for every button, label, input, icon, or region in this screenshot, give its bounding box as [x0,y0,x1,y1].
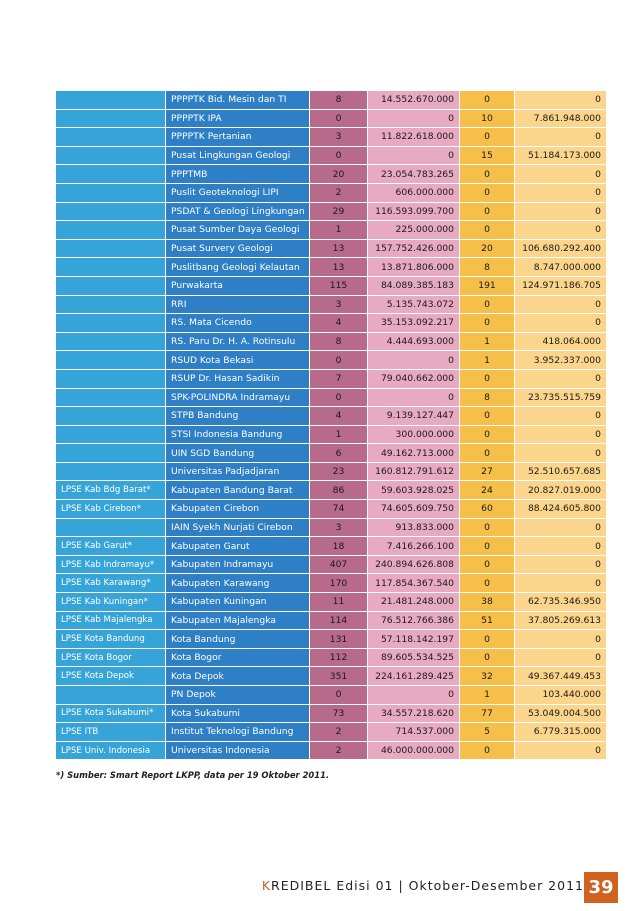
value-col1-cell: 2 [310,742,368,761]
agency-cell: Kota Sukabumi [166,705,310,724]
value-col3-cell: 38 [460,593,515,612]
lpse-cell: LPSE Kab Bdg Barat* [56,481,166,500]
agency-cell: Kabupaten Bandung Barat [166,481,310,500]
value-col2-cell: 11.822.618.000 [368,128,460,147]
table-row [56,407,607,426]
value-col2-cell: 224.161.289.425 [368,667,460,686]
lpse-cell [56,463,166,482]
footnote: *) Sumber: Smart Report LKPP, data per 19 Oktober 2011. [56,770,330,780]
value-col2-cell: 913.833.000 [368,519,460,538]
value-col4-cell: 0 [515,426,607,445]
value-col2-cell: 0 [368,147,460,166]
value-col4-cell: 62.735.346.950 [515,593,607,612]
agency-cell: Kabupaten Cirebon [166,500,310,519]
value-col3-cell: 0 [460,444,515,463]
agency-cell: Kabupaten Majalengka [166,612,310,631]
value-col1-cell: 29 [310,203,368,222]
value-col1-cell: 0 [310,686,368,705]
agency-cell: Pusat Survery Geologi [166,240,310,259]
value-col3-cell: 0 [460,574,515,593]
agency-cell: Kabupaten Garut [166,537,310,556]
agency-cell: IAIN Syekh Nurjati Cirebon [166,519,310,538]
value-col2-cell: 34.557.218.620 [368,705,460,724]
table-row [56,630,607,649]
lpse-cell [56,370,166,389]
agency-cell: Purwakarta [166,277,310,296]
value-col3-cell: 1 [460,351,515,370]
value-col4-cell: 37.805.269.613 [515,612,607,631]
value-col3-cell: 27 [460,463,515,482]
value-col2-cell: 225.000.000 [368,221,460,240]
table-row [56,296,607,315]
value-col1-cell: 351 [310,667,368,686]
value-col4-cell: 0 [515,630,607,649]
lpse-cell [56,128,166,147]
value-col2-cell: 0 [368,110,460,129]
table-row [56,277,607,296]
value-col3-cell: 24 [460,481,515,500]
value-col4-cell: 7.861.948.000 [515,110,607,129]
value-col3-cell: 5 [460,723,515,742]
agency-cell: STSI Indonesia Bandung [166,426,310,445]
value-col1-cell: 73 [310,705,368,724]
value-col3-cell: 0 [460,314,515,333]
value-col1-cell: 13 [310,240,368,259]
value-col2-cell: 4.444.693.000 [368,333,460,352]
agency-cell: RSUP Dr. Hasan Sadikin [166,370,310,389]
lpse-cell: LPSE ITB [56,723,166,742]
table-row [56,686,607,705]
table-row [56,463,607,482]
value-col1-cell: 3 [310,128,368,147]
lpse-cell: LPSE Univ. Indonesia [56,742,166,761]
value-col4-cell: 88.424.605.800 [515,500,607,519]
value-col2-cell: 89.605.534.525 [368,649,460,668]
value-col4-cell: 52.510.657.685 [515,463,607,482]
agency-cell: PPPTMB [166,165,310,184]
table-row [56,184,607,203]
table-row [56,537,607,556]
value-col3-cell: 0 [460,630,515,649]
table-row [56,481,607,500]
lpse-cell [56,314,166,333]
lpse-cell [56,407,166,426]
agency-cell: Kota Depok [166,667,310,686]
value-col1-cell: 0 [310,351,368,370]
table-body [56,91,607,760]
value-col1-cell: 4 [310,314,368,333]
page-number: 39 [584,872,618,903]
table-row [56,444,607,463]
table-row [56,351,607,370]
value-col1-cell: 6 [310,444,368,463]
value-col2-cell: 0 [368,351,460,370]
agency-cell: Kabupaten Karawang [166,574,310,593]
table-row [56,240,607,259]
value-col4-cell: 8.747.000.000 [515,258,607,277]
value-col3-cell: 0 [460,91,515,110]
value-col1-cell: 13 [310,258,368,277]
value-col2-cell: 74.605.609.750 [368,500,460,519]
value-col2-cell: 157.752.426.000 [368,240,460,259]
table-row [56,147,607,166]
agency-cell: PSDAT & Geologi Lingkungan [166,203,310,222]
value-col2-cell: 14.552.670.000 [368,91,460,110]
lpse-cell [56,444,166,463]
value-col4-cell: 0 [515,556,607,575]
value-col4-cell: 0 [515,370,607,389]
lpse-cell [56,333,166,352]
value-col2-cell: 46.000.000.000 [368,742,460,761]
value-col1-cell: 114 [310,612,368,631]
value-col4-cell: 0 [515,537,607,556]
value-col3-cell: 0 [460,537,515,556]
value-col1-cell: 2 [310,723,368,742]
agency-cell: RSUD Kota Bekasi [166,351,310,370]
value-col4-cell: 20.827.019.000 [515,481,607,500]
value-col3-cell: 0 [460,128,515,147]
value-col1-cell: 18 [310,537,368,556]
value-col1-cell: 3 [310,519,368,538]
value-col3-cell: 60 [460,500,515,519]
value-col3-cell: 0 [460,203,515,222]
value-col2-cell: 76.512.766.386 [368,612,460,631]
value-col4-cell: 103.440.000 [515,686,607,705]
value-col1-cell: 11 [310,593,368,612]
value-col4-cell: 0 [515,296,607,315]
value-col1-cell: 8 [310,333,368,352]
table-row [56,110,607,129]
agency-cell: SPK-POLINDRA Indramayu [166,389,310,408]
value-col1-cell: 8 [310,91,368,110]
value-col3-cell: 8 [460,389,515,408]
agency-cell: RRI [166,296,310,315]
value-col4-cell: 0 [515,91,607,110]
footer-text: REDIBEL Edisi 01 | Oktober-Desember 2011 [271,878,584,893]
agency-cell: Kota Bandung [166,630,310,649]
value-col4-cell: 3.952.337.000 [515,351,607,370]
lpse-cell [56,519,166,538]
lpse-cell [56,184,166,203]
value-col4-cell: 0 [515,221,607,240]
value-col3-cell: 0 [460,370,515,389]
value-col4-cell: 0 [515,444,607,463]
table-row [56,426,607,445]
value-col1-cell: 2 [310,184,368,203]
lpse-cell [56,110,166,129]
lpse-cell: LPSE Kab Indramayu* [56,556,166,575]
agency-cell: Pusat Sumber Daya Geologi [166,221,310,240]
value-col2-cell: 606.000.000 [368,184,460,203]
value-col4-cell: 53.049.004.500 [515,705,607,724]
value-col3-cell: 10 [460,110,515,129]
value-col3-cell: 0 [460,184,515,203]
value-col4-cell: 124.971.186.705 [515,277,607,296]
table-row [56,705,607,724]
agency-cell: RS. Paru Dr. H. A. Rotinsulu [166,333,310,352]
value-col4-cell: 0 [515,128,607,147]
agency-cell: Puslitbang Geologi Kelautan [166,258,310,277]
value-col4-cell: 0 [515,519,607,538]
value-col1-cell: 115 [310,277,368,296]
value-col4-cell: 6.779.315.000 [515,723,607,742]
lpse-cell [56,240,166,259]
value-col3-cell: 0 [460,296,515,315]
value-col4-cell: 0 [515,314,607,333]
agency-cell: UIN SGD Bandung [166,444,310,463]
table-row [56,221,607,240]
value-col4-cell: 0 [515,407,607,426]
value-col4-cell: 106.680.292.400 [515,240,607,259]
table-row [56,556,607,575]
value-col3-cell: 0 [460,649,515,668]
lpse-cell: LPSE Kota Sukabumi* [56,705,166,724]
agency-cell: Kota Bogor [166,649,310,668]
lpse-cell [56,165,166,184]
lpse-cell [56,221,166,240]
value-col2-cell: 7.416.266.100 [368,537,460,556]
table-row [56,667,607,686]
value-col1-cell: 20 [310,165,368,184]
lpse-cell [56,296,166,315]
agency-cell: PPPPTK IPA [166,110,310,129]
value-col2-cell: 5.135.743.072 [368,296,460,315]
agency-cell: STPB Bandung [166,407,310,426]
lpse-cell: LPSE Kab Garut* [56,537,166,556]
value-col1-cell: 3 [310,296,368,315]
value-col3-cell: 0 [460,407,515,426]
value-col2-cell: 35.153.092.217 [368,314,460,333]
value-col2-cell: 160.812.791.612 [368,463,460,482]
lpse-cell [56,277,166,296]
value-col3-cell: 77 [460,705,515,724]
value-col1-cell: 7 [310,370,368,389]
value-col3-cell: 0 [460,519,515,538]
agency-cell: Kabupaten Indramayu [166,556,310,575]
lpse-cell [56,426,166,445]
value-col2-cell: 79.040.662.000 [368,370,460,389]
value-col2-cell: 300.000.000 [368,426,460,445]
value-col3-cell: 0 [460,426,515,445]
value-col1-cell: 0 [310,389,368,408]
lpse-cell [56,203,166,222]
table-row [56,203,607,222]
table-row [56,258,607,277]
value-col4-cell: 0 [515,165,607,184]
table-row [56,612,607,631]
value-col1-cell: 0 [310,110,368,129]
value-col4-cell: 0 [515,574,607,593]
table-row [56,91,607,110]
value-col2-cell: 23.054.783.265 [368,165,460,184]
value-col3-cell: 32 [460,667,515,686]
value-col3-cell: 0 [460,165,515,184]
table-row [56,389,607,408]
agency-cell: PPPPTK Bid. Mesin dan TI [166,91,310,110]
value-col1-cell: 1 [310,426,368,445]
value-col4-cell: 0 [515,203,607,222]
value-col2-cell: 49.162.713.000 [368,444,460,463]
value-col4-cell: 0 [515,649,607,668]
table-row [56,128,607,147]
value-col2-cell: 13.871.806.000 [368,258,460,277]
table-row [56,742,607,761]
value-col2-cell: 0 [368,686,460,705]
value-col4-cell: 49.367.449.453 [515,667,607,686]
agency-cell: Institut Teknologi Bandung [166,723,310,742]
agency-cell: PPPPTK Pertanian [166,128,310,147]
value-col2-cell: 21.481.248.000 [368,593,460,612]
lpse-cell [56,389,166,408]
value-col3-cell: 0 [460,742,515,761]
value-col1-cell: 4 [310,407,368,426]
table-row [56,314,607,333]
value-col1-cell: 74 [310,500,368,519]
agency-cell: PN Depok [166,686,310,705]
value-col3-cell: 20 [460,240,515,259]
lpse-cell [56,147,166,166]
value-col2-cell: 117.854.367.540 [368,574,460,593]
value-col1-cell: 170 [310,574,368,593]
value-col1-cell: 131 [310,630,368,649]
table-row [56,370,607,389]
value-col3-cell: 8 [460,258,515,277]
lpse-cell: LPSE Kab Majalengka [56,612,166,631]
value-col1-cell: 407 [310,556,368,575]
value-col3-cell: 51 [460,612,515,631]
value-col2-cell: 9.139.127.447 [368,407,460,426]
value-col2-cell: 240.894.626.808 [368,556,460,575]
value-col1-cell: 1 [310,221,368,240]
table-row [56,519,607,538]
lpse-cell [56,686,166,705]
value-col3-cell: 15 [460,147,515,166]
value-col3-cell: 1 [460,686,515,705]
agency-cell: Pusat Lingkungan Geologi [166,147,310,166]
value-col1-cell: 112 [310,649,368,668]
procurement-table [56,91,607,760]
lpse-cell: LPSE Kab Kuningan* [56,593,166,612]
table-row [56,649,607,668]
agency-cell: RS. Mata Cicendo [166,314,310,333]
table-row [56,333,607,352]
value-col3-cell: 0 [460,556,515,575]
lpse-cell: LPSE Kota Bogor [56,649,166,668]
value-col4-cell: 418.064.000 [515,333,607,352]
value-col1-cell: 0 [310,147,368,166]
value-col4-cell: 0 [515,184,607,203]
table-row [56,574,607,593]
table-row [56,165,607,184]
lpse-cell: LPSE Kota Bandung [56,630,166,649]
agency-cell: Universitas Indonesia [166,742,310,761]
table-row [56,593,607,612]
lpse-cell [56,351,166,370]
value-col3-cell: 191 [460,277,515,296]
footer-k-letter: K [261,878,272,893]
value-col3-cell: 0 [460,221,515,240]
value-col4-cell: 23.735.515.759 [515,389,607,408]
value-col1-cell: 23 [310,463,368,482]
table-row [56,500,607,519]
value-col2-cell: 59.603.928.025 [368,481,460,500]
lpse-cell [56,91,166,110]
value-col2-cell: 0 [368,389,460,408]
lpse-cell: LPSE Kab Karawang* [56,574,166,593]
value-col2-cell: 116.593.099.700 [368,203,460,222]
value-col4-cell: 0 [515,742,607,761]
value-col2-cell: 714.537.000 [368,723,460,742]
value-col1-cell: 86 [310,481,368,500]
lpse-cell [56,258,166,277]
lpse-cell: LPSE Kota Depok [56,667,166,686]
value-col2-cell: 57.118.142.197 [368,630,460,649]
value-col3-cell: 1 [460,333,515,352]
agency-cell: Puslit Geoteknologi LIPI [166,184,310,203]
table-row [56,723,607,742]
footer-publication [262,878,584,893]
value-col4-cell: 51.184.173.000 [515,147,607,166]
value-col2-cell: 84.089.385.183 [368,277,460,296]
agency-cell: Universitas Padjadjaran [166,463,310,482]
lpse-cell: LPSE Kab Cirebon* [56,500,166,519]
agency-cell: Kabupaten Kuningan [166,593,310,612]
